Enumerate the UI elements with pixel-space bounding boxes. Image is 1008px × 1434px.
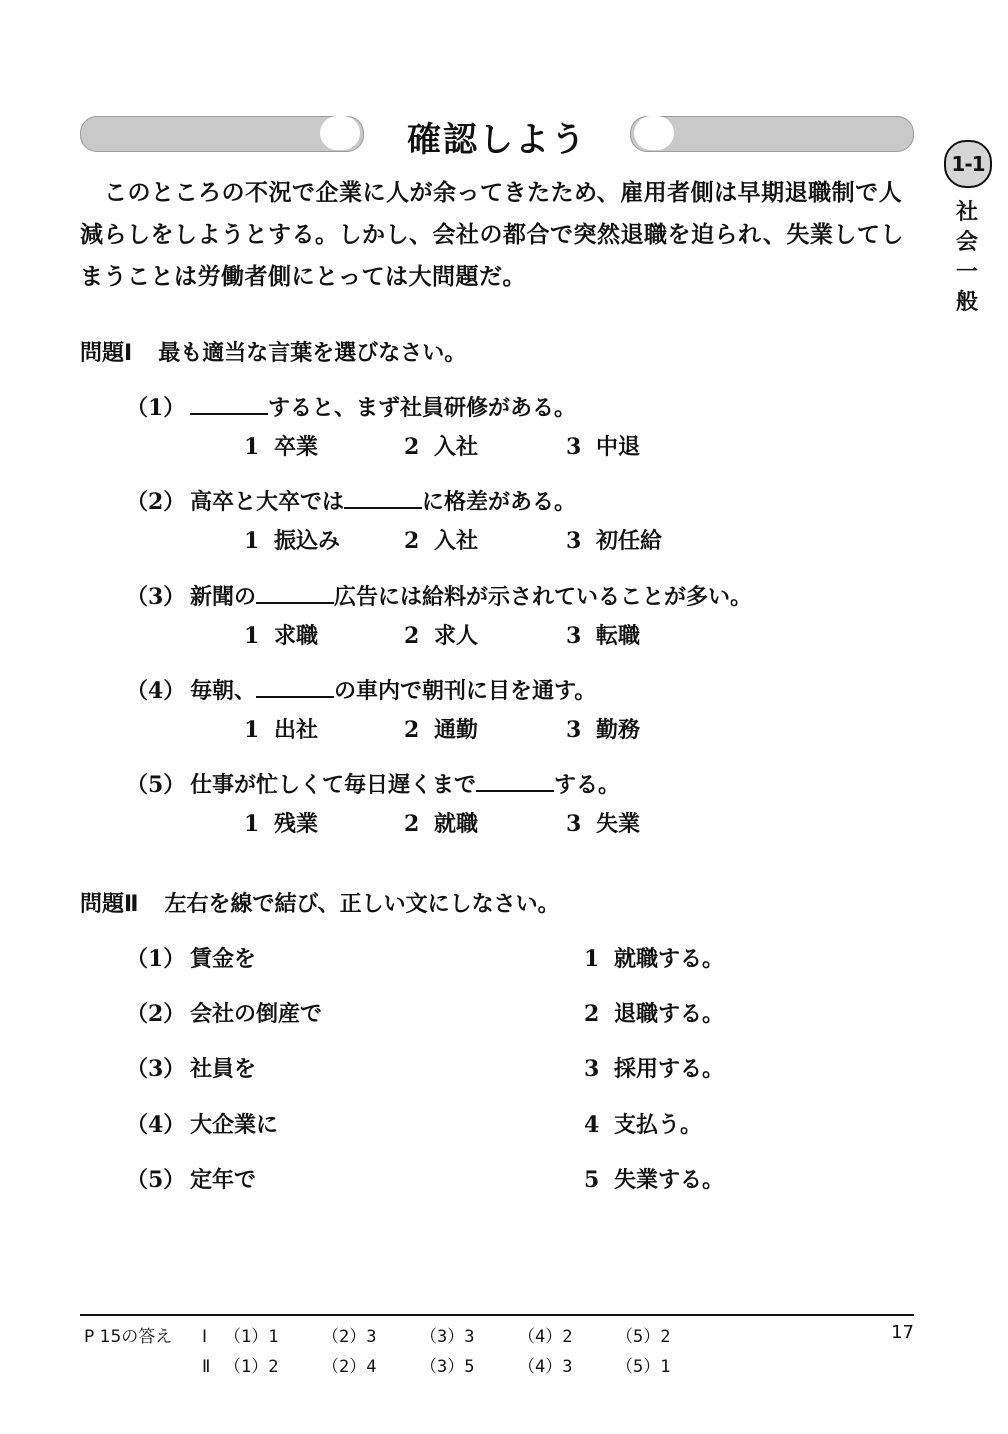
choice-number: 2 — [404, 434, 420, 460]
match-number: 2 — [584, 1001, 600, 1027]
answer-key-entry: （1）1 — [224, 1327, 279, 1347]
question-number: （1） — [126, 395, 186, 421]
choice-option[interactable] — [404, 524, 478, 555]
question-text-after: 広告には給料が示されていることが多い。 — [334, 584, 753, 610]
section2-number: 問題Ⅱ — [80, 892, 139, 917]
match-right-item[interactable] — [584, 1108, 702, 1139]
match-left-text: 定年で — [190, 1167, 257, 1193]
choice-number: 3 — [566, 528, 582, 554]
choice-number: 1 — [244, 717, 260, 743]
chapter-label-char: 一 — [955, 260, 978, 285]
match-left-item[interactable] — [126, 942, 256, 973]
choice-text: 求職 — [274, 623, 319, 649]
question-number: （5） — [126, 772, 186, 798]
choice-option[interactable] — [404, 713, 478, 744]
choice-number: 2 — [404, 623, 420, 649]
choice-number: 3 — [566, 717, 582, 743]
page-title: 確認しよう — [407, 120, 587, 160]
question-number: （2） — [126, 489, 186, 515]
choice-number: 1 — [244, 434, 260, 460]
intro-paragraph: このところの不況で企業に人が余ってきたため、雇用者側は早期退職制で人減らしをしようとする。しかし、会社の都合で突然退職を迫られ、失業してしまうことは労働者側にとっては大問題だ。 — [80, 179, 904, 290]
answer-key-row-1 — [84, 1322, 714, 1352]
choice-number: 1 — [244, 811, 260, 837]
match-left-text: 会社の倒産で — [190, 1001, 323, 1027]
match-left-text: 社員を — [190, 1056, 257, 1082]
match-right-item[interactable] — [584, 942, 724, 973]
choice-option[interactable] — [566, 524, 662, 555]
question-text-before: 高卒と大卒では — [190, 489, 345, 515]
question-text-before: 新聞の — [190, 584, 257, 610]
choice-text: 入社 — [434, 528, 479, 554]
answer-blank[interactable] — [476, 772, 554, 792]
choice-number: 1 — [244, 528, 260, 554]
match-number: （1） — [126, 946, 186, 972]
choice-text: 入社 — [434, 434, 479, 460]
chapter-label-char: 社 — [955, 200, 978, 225]
choice-option[interactable] — [566, 807, 640, 838]
answer-key-entry: （4）2 — [518, 1327, 573, 1347]
choice-option[interactable] — [566, 713, 640, 744]
answer-key-row-2 — [84, 1352, 714, 1382]
question-text-after: すると、まず社員研修がある。 — [268, 395, 577, 421]
match-number: 5 — [584, 1167, 600, 1193]
section1-instruction: 最も適当な言葉を選びなさい。 — [158, 341, 467, 366]
question-4 — [126, 674, 596, 705]
answer-key — [84, 1322, 714, 1382]
title-bar — [80, 116, 914, 160]
match-number: （5） — [126, 1167, 186, 1193]
choice-option[interactable] — [244, 619, 318, 650]
answer-key-section: Ⅱ — [202, 1357, 211, 1377]
answer-key-section: Ⅰ — [202, 1327, 208, 1347]
choice-number: 3 — [566, 623, 582, 649]
choice-text: 中退 — [596, 434, 641, 460]
footer-divider — [80, 1314, 914, 1316]
match-number: 3 — [584, 1056, 600, 1082]
section2-instruction: 左右を線で結び、正しい文にしなさい。 — [164, 892, 560, 917]
question-text-after: の車内で朝刊に目を通す。 — [334, 678, 597, 704]
choice-option[interactable] — [404, 807, 478, 838]
question-text-before: 仕事が忙しくて毎日遅くまで — [190, 772, 477, 798]
chapter-label-char: 般 — [955, 290, 978, 315]
page-number: 17 — [891, 1322, 914, 1343]
answer-blank[interactable] — [256, 678, 334, 698]
section1-number: 問題Ⅰ — [80, 341, 133, 366]
choice-text: 就職 — [434, 811, 479, 837]
section1-heading — [80, 336, 466, 367]
match-right-text: 失業する。 — [614, 1167, 725, 1193]
match-right-text: 採用する。 — [614, 1056, 725, 1082]
choice-number: 2 — [404, 717, 420, 743]
answer-key-entry: （5）1 — [616, 1357, 671, 1377]
question-text-after: に格差がある。 — [422, 489, 577, 515]
choice-option[interactable] — [566, 430, 640, 461]
choice-number: 2 — [404, 528, 420, 554]
section2-heading — [80, 887, 560, 918]
match-right-text: 支払う。 — [614, 1112, 703, 1138]
question-5 — [126, 768, 620, 799]
match-left-text: 賃金を — [190, 946, 257, 972]
choice-text: 初任給 — [596, 528, 663, 554]
answer-key-entry: （5）2 — [616, 1327, 671, 1347]
match-left-item[interactable] — [126, 1108, 278, 1139]
choice-option[interactable] — [404, 619, 478, 650]
answer-key-entry: （1）2 — [224, 1357, 279, 1377]
choice-option[interactable] — [244, 430, 318, 461]
choice-text: 勤務 — [596, 717, 641, 743]
question-3 — [126, 580, 752, 611]
question-number: （3） — [126, 584, 186, 610]
answer-blank[interactable] — [190, 395, 268, 415]
answer-key-entry: （3）5 — [420, 1357, 475, 1377]
match-number: 4 — [584, 1112, 600, 1138]
question-1 — [126, 391, 576, 422]
match-right-item[interactable] — [584, 1052, 724, 1083]
match-right-item[interactable] — [584, 1163, 724, 1194]
choice-number: 1 — [244, 623, 260, 649]
choice-number: 3 — [566, 811, 582, 837]
answer-blank[interactable] — [256, 584, 334, 604]
answer-key-entry: （2）3 — [322, 1327, 377, 1347]
chapter-label-char: 会 — [955, 230, 978, 255]
answer-key-entry: （2）4 — [322, 1357, 377, 1377]
question-number: （4） — [126, 678, 186, 704]
choice-number: 2 — [404, 811, 420, 837]
answer-key-entry: （3）3 — [420, 1327, 475, 1347]
choice-text: 残業 — [274, 811, 319, 837]
answer-key-label: P 15の答え — [84, 1327, 173, 1347]
match-left-item[interactable] — [126, 997, 322, 1028]
match-right-text: 就職する。 — [614, 946, 725, 972]
match-number: （4） — [126, 1112, 186, 1138]
choice-text: 卒業 — [274, 434, 319, 460]
choice-option[interactable] — [244, 713, 318, 744]
match-right-text: 退職する。 — [614, 1001, 725, 1027]
match-left-item[interactable] — [126, 1052, 256, 1083]
match-left-text: 大企業に — [190, 1112, 279, 1138]
choice-text: 振込み — [274, 528, 341, 554]
question-2 — [126, 485, 576, 516]
chapter-vertical-label — [950, 198, 984, 318]
chapter-tab: 1-1 — [944, 140, 992, 188]
choice-option[interactable] — [244, 524, 340, 555]
question-text-before: 毎朝、 — [190, 678, 257, 704]
choice-text: 求人 — [434, 623, 479, 649]
match-number: （2） — [126, 1001, 186, 1027]
choice-text: 通勤 — [434, 717, 479, 743]
choice-option[interactable] — [244, 807, 318, 838]
match-right-item[interactable] — [584, 997, 724, 1028]
choice-text: 失業 — [596, 811, 641, 837]
match-number: （3） — [126, 1056, 186, 1082]
choice-number: 3 — [566, 434, 582, 460]
question-text-after: する。 — [554, 772, 621, 798]
answer-blank[interactable] — [344, 489, 422, 509]
answer-key-entry: （4）3 — [518, 1357, 573, 1377]
choice-text: 転職 — [596, 623, 641, 649]
choice-text: 出社 — [274, 717, 319, 743]
choice-option[interactable] — [404, 430, 478, 461]
match-number: 1 — [584, 946, 600, 972]
choice-option[interactable] — [566, 619, 640, 650]
match-left-item[interactable] — [126, 1163, 256, 1194]
